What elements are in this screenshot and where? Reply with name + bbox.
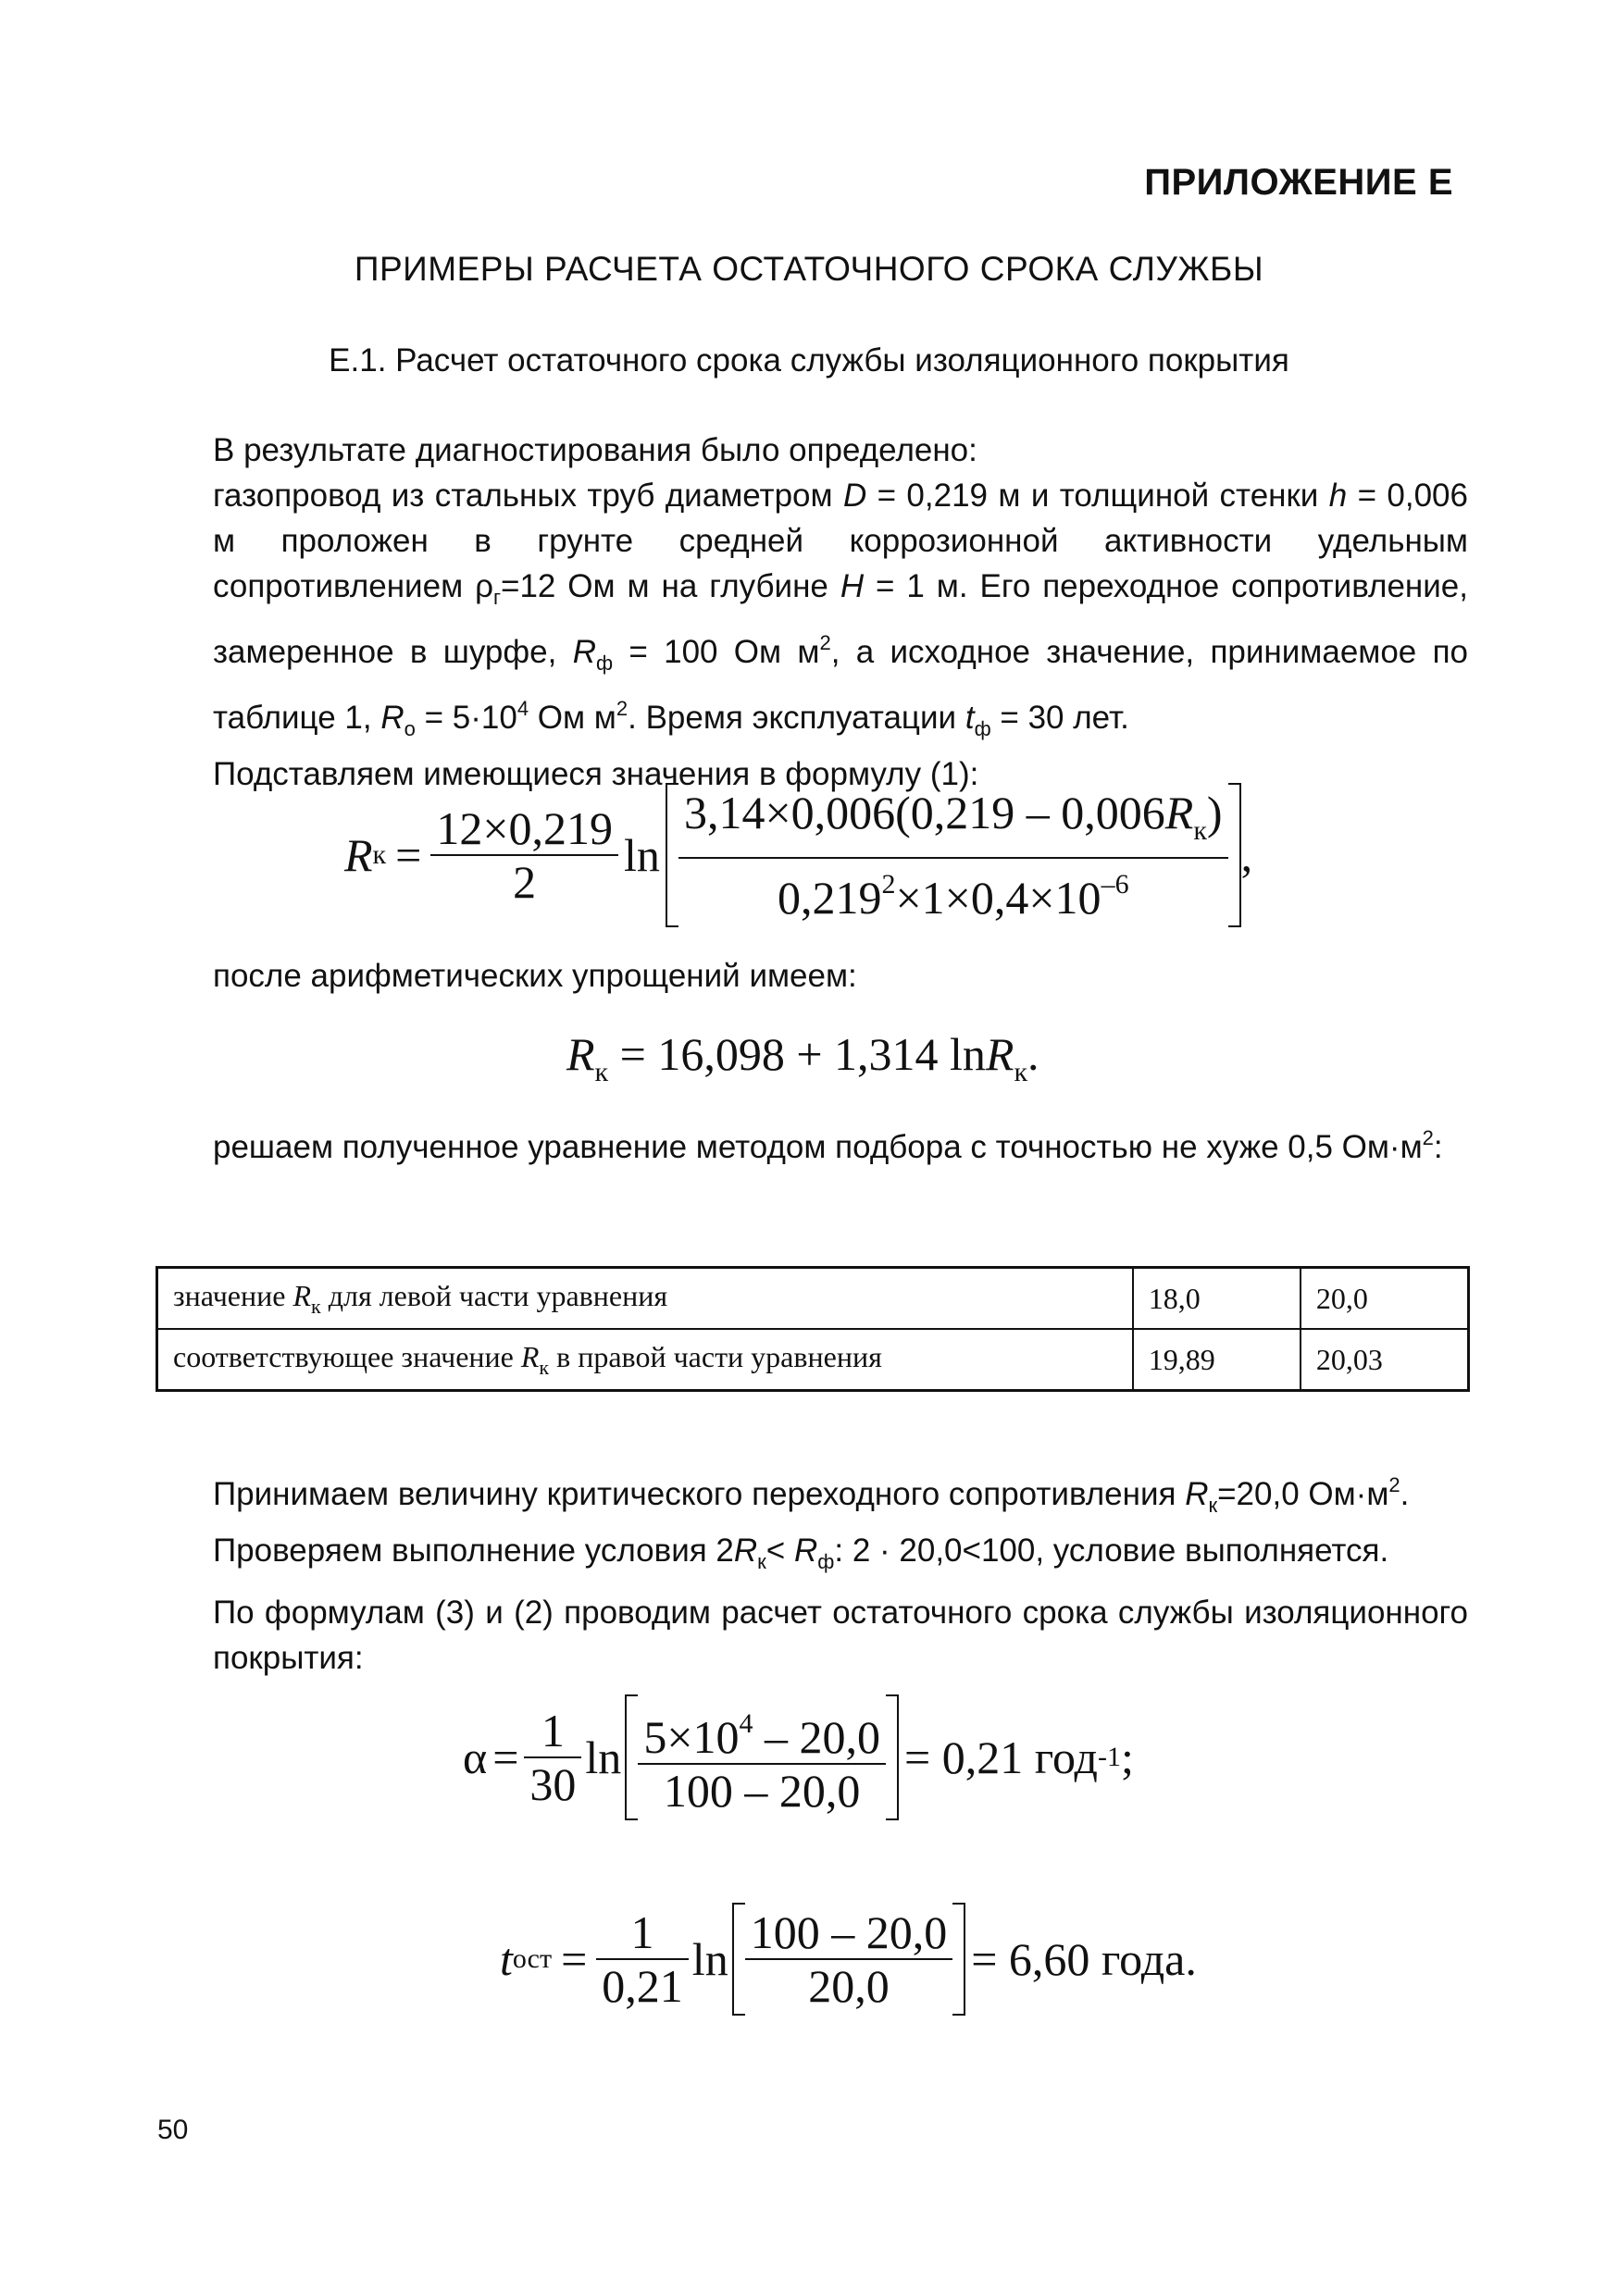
paragraph-line: Подставляем имеющиеся значения в формулу (1):	[213, 756, 979, 792]
formula-t-ost: t ост = $\frac{1}{0,21}$ ln $\frac{100 - 20,0}{20,0}$ = 6,60 года.	[500, 1906, 1197, 2012]
section-title: ПРИМЕРЫ РАСЧЕТА ОСТАТОЧНОГО СРОКА СЛУЖБЫ	[354, 250, 1264, 288]
result-paragraph	[165, 1462, 1468, 1681]
simplification-text: после арифметических упрощений имеем:	[213, 958, 857, 994]
formula-rk-simplified: $R_к = 16,098 + 1,314$ lnR$_к$.	[566, 1028, 1039, 1087]
table-cell-label: значение $R_к$ для левой части уравнения	[157, 1268, 1133, 1330]
table-row	[157, 1329, 1469, 1391]
fraction: $\frac{1}{30}$	[524, 1705, 581, 1810]
page-number: 50	[157, 2115, 189, 2145]
selection-table	[156, 1266, 1470, 1392]
table-cell-value: 19,89	[1133, 1329, 1301, 1391]
bracket-group: $\frac{5\times 10^4 - 20,0}{100 - 20,0}$	[625, 1698, 899, 1817]
bracket-group: $\frac{3,14\times 0,006(0,219 - 0,006R_к)}{0,219^2\times 1\times 0,4\times 10^{-6}}$	[666, 787, 1241, 924]
paragraph-line: Принимаем величину критического переходного сопротивления $R_к=20,0$ $Ом\cdot м^2$.	[213, 1473, 1410, 1517]
appendix-title: ПРИЛОЖЕНИЕ Е	[1144, 162, 1453, 203]
table-cell-value: 18,0	[1133, 1268, 1301, 1330]
table-cell-label: соответствующее значение $R_к$ в правой части уравнения	[157, 1329, 1133, 1391]
intro-paragraph	[165, 428, 1468, 797]
paragraph-line: В результате диагностирования было определено:	[213, 432, 977, 468]
conditions-paragraph: газопровод из стальных труб диаметром D = 0,219 м и толщиной стенки h = 0,006 м проложен в грунте средней коррозионной активности удельным сопротивлением $\rho_г=12$ Ом м на глубине H = 1 м. Его переходное сопротивление, замеренное в шурфе, $R_ф = 100$ Ом $м^2$, а исходное значение, принимаемое по таблице 1, $R_о = 5\cdot 10^4$ Ом $м^2$. Время эксплуатации $t_ф = 30$ лет.	[213, 478, 1468, 740]
solve-method-text: решаем полученное уравнение методом подбора с точностью не хуже 0,5 $Ом\cdot м^2$:	[213, 1126, 1443, 1165]
formula-alpha: α = $\frac{1}{30}$ ln $\frac{5\times 10^4 - 20,0}{100 - 20,0}$ = 0,21 год -1 ;	[463, 1698, 1134, 1817]
table-cell-value: 20,0	[1301, 1268, 1469, 1330]
fraction: $\frac{12\times 0,219}{2}$	[430, 802, 618, 908]
formula-rk-full: R к = $\frac{12\times 0,219}{2}$ ln $\frac{3,14\times 0,006(0,219 - 0,006R_к)}{0,219^2\times 1\times 0,4\times 10^{-6}}$ ,	[344, 787, 1253, 924]
subsection-title: Е.1. Расчет остаточного срока службы изоляционного покрытия	[329, 342, 1289, 379]
bracket-group: $\frac{100 - 20,0}{20,0}$	[732, 1906, 966, 2012]
fraction: $\frac{1}{0,21}$	[596, 1906, 689, 2012]
table-cell-value: 20,03	[1301, 1329, 1469, 1391]
table-row	[157, 1268, 1469, 1330]
paragraph-line: По формулам (3) и (2) проводим расчет остаточного срока службы изоляционного покрытия:	[213, 1595, 1468, 1676]
paragraph-line: Проверяем выполнение условия $2R_к< R_ф$: 2 · 20,0<100, условие выполняется.	[213, 1533, 1389, 1573]
